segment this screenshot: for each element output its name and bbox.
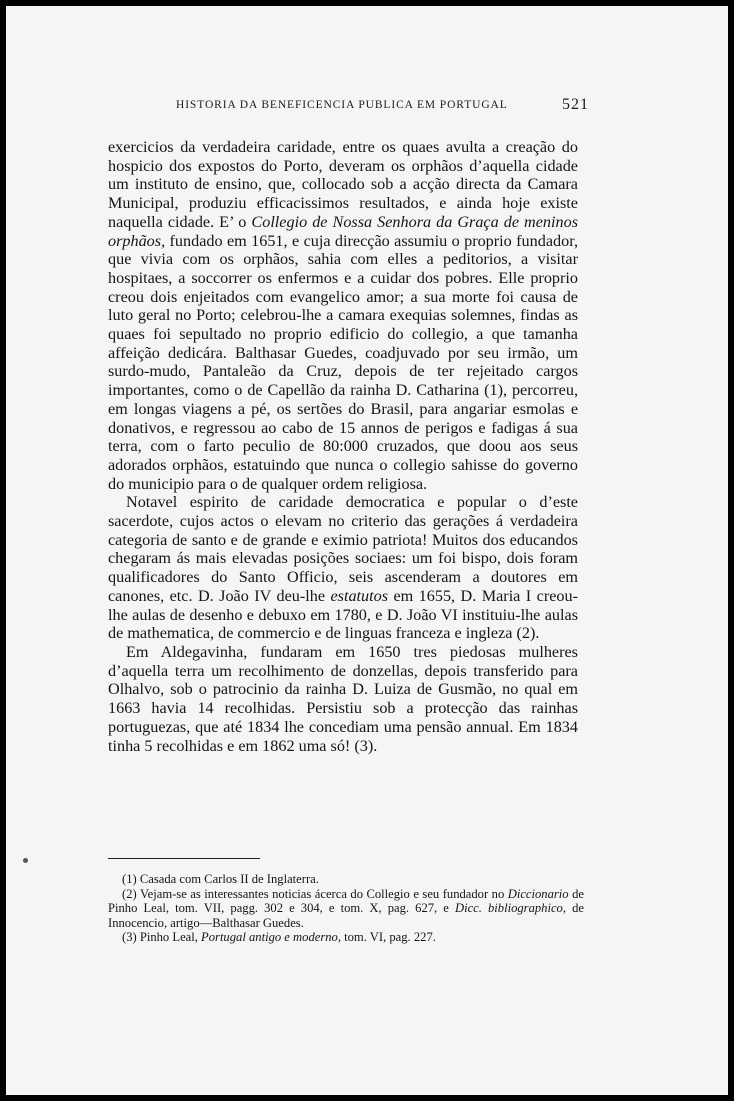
margin-speck [23,858,28,863]
footnote-rule [108,858,260,859]
running-title: HISTORIA DA BENEFICENCIA PUBLICA EM PORTUGAL [176,99,508,111]
book-page [6,6,728,1095]
estatutos-word: estatutos [330,586,389,605]
footnotes [108,872,584,945]
paragraph-sacerdote: Notavel espirito de caridade democratica e popular o d’este sacerdote, cujos actos o elevam no criterio das gerações á verdadeira categoria de santo e de grande e eximio patriota! Muitos dos educandos chegaram ás mais elevadas posições sociaes: um foi bispo, dois foram qualificadores do Santo Officio, seis ascenderam a doutores em canones, etc. D. João IV deu-lhe estatutos em 1655, D. Maria I creou-lhe aulas de desenho e debuxo em 1780, e D. João VI instituiu-lhe aulas de mathematica, de commercio e de linguas franceza e ingleza (2). [108,493,578,643]
paragraph-aldegavinha: Em Aldegavinha, fundaram em 1650 tres piedosas mulheres d’aquella terra um recolhimento de donzellas, depois transferido para Olhalvo, sob o patrocinio da rainha D. Luiza de Gusmão, no qual em 1663 havia 14 recolhidas. Persistiu sob a protecção das rainhas portuguezas, que até 1834 lhe concediam uma pensão annual. Em 1834 tinha 5 recolhidas e em 1862 uma só! (3). [108,642,578,755]
footnote-2: (2) Vejam-se as interessantes noticias ácerca do Collegio e seu fundador no Diccionario de Pinho Leal, tom. VII, pagg. 302 e 304, e tom. X, pag. 627, e Dicc. bibliographico, de Innocencio, artigo—Balthasar Guedes. [108,886,584,930]
footnote-3: (3) Pinho Leal, Portugal antigo e moderno, tom. VI, pag. 227. [122,930,436,945]
main-text [108,138,578,755]
collegio-name: Collegio de Nossa Senhora da Graça de meninos orphãos, [108,212,578,250]
page-number: 521 [562,96,589,113]
paragraph-collegio: exercicios da verdadeira caridade, entre os quaes avulta a creação do hospicio dos expostos do Porto, deveram os orphãos d’aquella cidade um instituto de ensino, que, collocado sob a acção directa da Camara Municipal, produziu efficacissimos resultados, e ainda hoje existe naquella cidade. E’ o Collegio de Nossa Senhora da Graça de meninos orphãos, fundado em 1651, e cuja direcção assumiu o proprio fundador, que vivia com os orphãos, sahia com elles a peditorios, a visitar hospitaes, a soccorrer os enfermos e a cuidar dos pobres. Elle proprio creou dois enjeitados com evangelico amor; a sua morte foi causa de luto geral no Porto; celebrou-lhe a camara exequias solemnes, findas as quaes foi sepultado no proprio edificio do collegio, a que tamanha affeição dedicára. Balthasar Guedes, coadjuvado por seu irmão, um surdo-mudo, Pantaleão da Cruz, depois de ter rejeitado cargos importantes, como o de Capellão da rainha D. Catharina (1), percorreu, em longas viagens a pé, os sertões do Brasil, para angariar esmolas e donativos, e regressou ao cabo de 15 annos de perigos e fadigas á sua terra, com o farto peculio de 80:000 cruzados, que doou aos seus adorados orphãos, estatuindo que nunca o collegio sahisse do governo do municipio para o de qualquer ordem religiosa. [108,138,578,493]
footnote-1: (1) Casada com Carlos II de Inglaterra. [122,872,319,886]
